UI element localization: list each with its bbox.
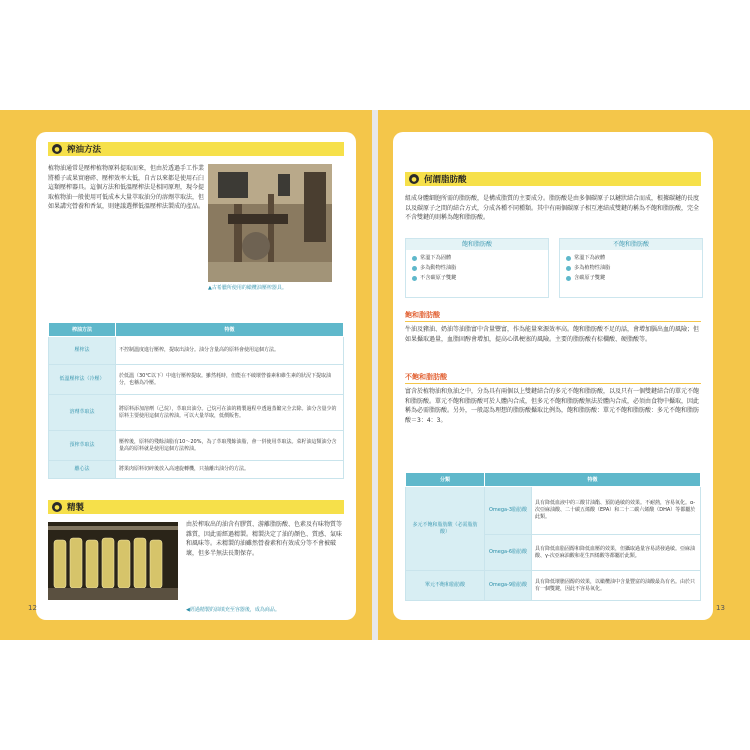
table-row — [49, 395, 344, 431]
right-page-number: 13 — [716, 604, 725, 612]
book-gutter — [372, 110, 378, 640]
unsaturated-summary-box — [559, 238, 703, 298]
extraction-methods-table — [48, 322, 344, 479]
list-item: 常溫下為液體 — [566, 253, 702, 263]
fatty-acid-feature: 具有降低血脂固醇和降低血壓的效果，但攝取過量容易誘發過敏。亞麻油酸、γ-次亞麻油酸和花生四烯酸等都屬於此類。 — [532, 535, 701, 571]
list-item: 常溫下為固體 — [412, 253, 548, 263]
olive-press-photo — [208, 164, 332, 282]
bullet-icon — [566, 256, 571, 261]
list-item: 多為動物性油脂 — [412, 263, 548, 273]
oil-bottles-photo — [48, 522, 178, 600]
list-item: 不含碳原子雙鍵 — [412, 273, 548, 283]
right-page — [393, 132, 713, 620]
table-row — [406, 487, 701, 535]
bullet-icon — [412, 266, 417, 271]
table-row — [49, 431, 344, 461]
list-item: 多為植物性油脂 — [566, 263, 702, 273]
method-name: 預榨萃取法 — [49, 431, 116, 461]
section-banner-refining — [48, 500, 344, 514]
press-photo-caption: ▲古希臘所使用的橄欖油壓榨器具。 — [208, 285, 287, 291]
table-header-category: 分類 — [406, 473, 485, 487]
oil-drop-icon: ● — [409, 174, 419, 184]
table-header-row — [49, 323, 344, 337]
left-page-number: 12 — [28, 604, 37, 612]
refining-paragraph: 由於榨取出的油含有膠質、游離脂肪酸、色素及有味物質等雜質，因此需經過精製。精製決定了油的顏色、質感、氣味和風味等。未精製的油雖然營養素和有效成分等不會被破壞，但多半無法長期保存。 — [186, 521, 343, 557]
fatty-acid-feature: 具有降低血液中的三酸甘油酯、預防過敏的效果。不耐熱，容易氧化。α-次亞麻油酸、二十碳五烯酸（EPA）和二十二碳六烯酸（DHA）等都屬於此類。 — [532, 487, 701, 535]
table-header-feature: 特徵 — [116, 323, 344, 337]
table-header-row — [406, 473, 701, 487]
table-header-method: 榨油方法 — [49, 323, 116, 337]
fatty-acid-intro: 組成身體細胞所需的脂肪酸，是構成脂質的主要成分。脂肪酸是由多個碳原子以鏈狀結合而成，根據碳鏈的長度以及碳原子之間的結合方式，分成各種不同種類。其中有兩個碳原子相互連結成雙鍵的稱為不飽和脂肪酸，完全不含雙鍵的則稱為飽和脂肪酸。 — [405, 195, 700, 222]
method-name: 壓榨法 — [49, 337, 116, 365]
unsaturated-box-title: 不飽和脂肪酸 — [560, 239, 702, 250]
unsaturated-paragraph: 富含於植物油和魚油之中，分為具有兩個以上雙鍵結合的多元不飽和脂肪酸，以及只有一個雙鍵結合的單元不飽和脂肪酸。單元不飽和脂肪酸可於人體內合成，但多元不飽和脂肪酸無法於體內合成，必須由食物中攝取，因此稱為必需脂肪酸。另外，一般認為理想的脂肪酸攝取比例為，飽和脂肪酸：單元不飽和脂肪酸：多元不飽和脂肪酸＝3：4：3。 — [405, 388, 700, 424]
bottles-photo-caption: ◀經過精製的油填充至容器後，成為商品。 — [186, 607, 280, 613]
book-spread — [0, 110, 750, 640]
unsaturated-subheading: 不飽和脂肪酸 — [405, 373, 447, 381]
oil-drop-icon: ● — [52, 502, 62, 512]
fatty-acid-name: Omega-9脂肪酸 — [485, 571, 532, 601]
category-group: 多元不飽和脂肪酸（必需脂肪酸） — [406, 487, 485, 571]
section-title: 精製 — [67, 503, 85, 513]
fatty-acid-table — [405, 472, 701, 601]
subheading-divider — [405, 321, 701, 322]
extraction-paragraph: 植物油通常是壓榨植物原料提取而來，但由於透過手工作業將種子或果實磨碎、壓榨效率太低，自古以來都是使用石臼這類壓榨器具。這個方法和低溫壓榨法是相同原理，現今提取植物油一般使用可低成本大量萃取油分的溶劑萃取法，但如果講究營養和香氣，則建議選擇低溫壓榨法製成的產品。 — [48, 165, 205, 211]
subheading-divider — [405, 383, 701, 384]
fatty-acid-feature: 具有降低壞膽固醇的效果，以橄欖油中含量豐富的油酸最為有名。由於只有一個雙鍵，因此不容易氧化。 — [532, 571, 701, 601]
saturated-paragraph: 牛油及豬油、奶油等油脂富中含量豐富，作為能量來源效率高。飽和脂肪酸不足的話，會增加腦出血的風險；但如果攝取過量，血脂固醇會增加，提高心肌梗塞的風險。主要的脂肪酸有棕櫚酸、硬脂酸等。 — [405, 326, 700, 343]
method-feature: 壓榨後，原料的殘餘油脂有10～20%，為了萃取殘餘油脂，會一併使用萃取法。菜籽油這類油分含量高的原料就是使用這個方法榨油。 — [116, 431, 344, 461]
method-feature: 將果肉原料切碎後放入高速旋轉機，只抽離出油分的方法。 — [116, 461, 344, 479]
table-header-feature: 特徵 — [485, 473, 701, 487]
section-title: 何謂脂肪酸 — [424, 175, 467, 185]
method-feature: 將原料添加溶劑（己烷），萃取出油分。己烷可在油的精製過程中透過蒸餾完全去除。油分含量少的原料主要使用這個方法榨油。可以大量萃取，低價販售。 — [116, 395, 344, 431]
fatty-acid-name: Omega-3脂肪酸 — [485, 487, 532, 535]
table-row — [49, 365, 344, 395]
section-title: 榨油方法 — [67, 145, 102, 155]
list-item: 含碳原子雙鍵 — [566, 273, 702, 283]
bullet-icon — [566, 276, 571, 281]
saturated-box-title: 飽和脂肪酸 — [406, 239, 548, 250]
table-row — [49, 337, 344, 365]
category-group: 單元不飽和脂肪酸 — [406, 571, 485, 601]
method-feature: 於低溫（30℃以下）中進行壓榨提取。雖然耗時，但能在不破壞營養素和維生素的狀況下提取油分，也稱為冷壓。 — [116, 365, 344, 395]
table-row — [49, 461, 344, 479]
section-banner-fatty-acids — [405, 172, 701, 186]
bullet-icon — [566, 266, 571, 271]
method-name: 離心法 — [49, 461, 116, 479]
method-feature: 不控制溫度進行壓榨，提取出油分。油分含量高的原料會使用這個方法。 — [116, 337, 344, 365]
table-row — [406, 571, 701, 601]
method-name: 低溫壓榨法（冷壓） — [49, 365, 116, 395]
fatty-acid-name: Omega-6脂肪酸 — [485, 535, 532, 571]
bullet-icon — [412, 276, 417, 281]
saturated-subheading: 飽和脂肪酸 — [405, 311, 440, 319]
bullet-icon — [412, 256, 417, 261]
method-name: 溶劑萃取法 — [49, 395, 116, 431]
section-banner-oil-extraction — [48, 142, 344, 156]
oil-drop-icon: ● — [52, 144, 62, 154]
left-page — [36, 132, 356, 620]
saturated-summary-box — [405, 238, 549, 298]
